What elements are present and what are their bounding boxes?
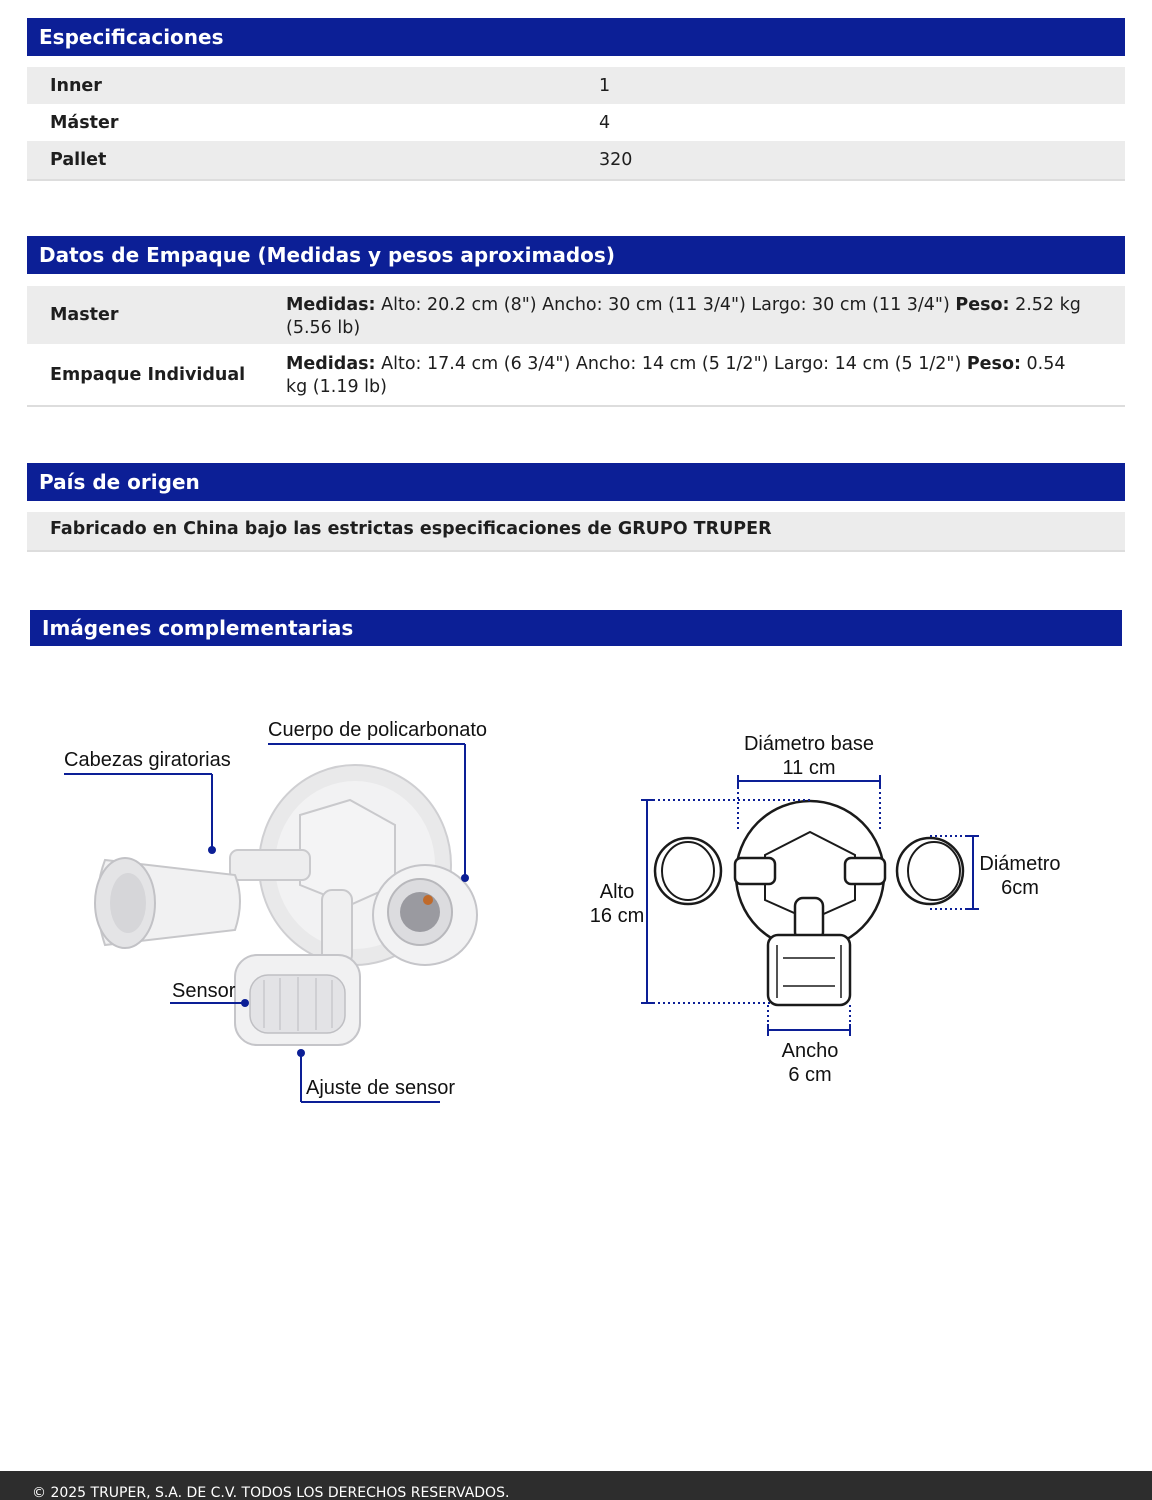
left-arm-outline xyxy=(735,858,775,884)
empaque-label: Master xyxy=(50,305,119,325)
dim-diametro-label: Diámetro xyxy=(979,853,1061,875)
medidas-label: Medidas: xyxy=(286,295,376,315)
label-sensor: Sensor xyxy=(172,980,236,1002)
sensor-stem xyxy=(322,890,352,965)
divider xyxy=(27,179,1125,181)
divider xyxy=(27,405,1125,407)
callout-dot xyxy=(208,846,216,854)
dim-base-value: 11 cm xyxy=(782,757,836,779)
medidas-value: Alto: 20.2 cm (8") Ancho: 30 cm (11 3/4") Largo: 30 cm (11 3/4") xyxy=(375,295,956,315)
left-arm xyxy=(230,850,310,880)
empaque-row-individual xyxy=(27,345,1125,405)
empaque-label: Empaque Individual xyxy=(50,365,246,385)
peso-label: Peso: xyxy=(955,295,1010,315)
left-lamp-socket xyxy=(110,873,146,933)
label-cuerpo: Cuerpo de policarbonato xyxy=(268,719,488,741)
label-ajuste: Ajuste de sensor xyxy=(306,1077,455,1099)
dim-alto-label: Alto xyxy=(599,881,635,903)
peso-label: Peso: xyxy=(966,354,1021,374)
dim-diametro-value: 6cm xyxy=(1001,877,1039,899)
empaque-row-master xyxy=(27,286,1125,344)
spec-row-pallet xyxy=(27,141,1125,179)
imagenes-header: Imágenes complementarias xyxy=(30,610,1122,646)
medidas-value: Alto: 17.4 cm (6 3/4") Ancho: 14 cm (5 1/2") Largo: 14 cm (5 1/2") xyxy=(375,354,967,374)
dimension-drawing xyxy=(585,720,1075,1100)
empaque-details xyxy=(286,353,1085,399)
spec-value: 4 xyxy=(599,113,611,133)
dim-ancho-label: Ancho xyxy=(781,1040,839,1062)
divider xyxy=(27,550,1125,552)
medidas-label: Medidas: xyxy=(286,354,376,374)
spec-row-master xyxy=(27,104,1125,141)
peso-value: 2.52 kg (5.56 lb) xyxy=(286,295,1081,338)
spec-label: Inner xyxy=(50,76,102,96)
dim-ancho-value: 6 cm xyxy=(788,1064,832,1086)
label-cabezas: Cabezas giratorias xyxy=(64,749,231,771)
sensor-stem-outline xyxy=(795,898,823,940)
spec-value: 1 xyxy=(599,76,611,96)
product-image xyxy=(50,700,500,1120)
dim-alto-value: 16 cm xyxy=(589,905,645,927)
right-arm-outline xyxy=(845,858,885,884)
empaque-details xyxy=(286,294,1085,340)
peso-value: 0.54 kg (1.19 lb) xyxy=(286,354,1066,397)
copyright-text: © 2025 TRUPER, S.A. DE C.V. TODOS LOS DERECHOS RESERVADOS. xyxy=(32,1485,510,1500)
especificaciones-header: Especificaciones xyxy=(27,18,1125,56)
spec-label: Pallet xyxy=(50,150,107,170)
empaque-header: Datos de Empaque (Medidas y pesos aproximados) xyxy=(27,236,1125,274)
callout-dot xyxy=(241,999,249,1007)
dim-base-label: Diámetro base xyxy=(743,733,875,755)
sensor-outline xyxy=(768,935,850,1005)
spec-row-inner xyxy=(27,67,1125,104)
origen-header: País de origen xyxy=(27,463,1125,501)
callout-dot xyxy=(461,874,469,882)
spec-value: 320 xyxy=(599,150,633,170)
right-lamp-socket xyxy=(400,892,440,932)
footer xyxy=(0,1471,1152,1500)
socket-contact xyxy=(423,895,433,905)
origen-text: Fabricado en China bajo las estrictas especificaciones de GRUPO TRUPER xyxy=(50,519,772,539)
spec-label: Máster xyxy=(50,113,119,133)
